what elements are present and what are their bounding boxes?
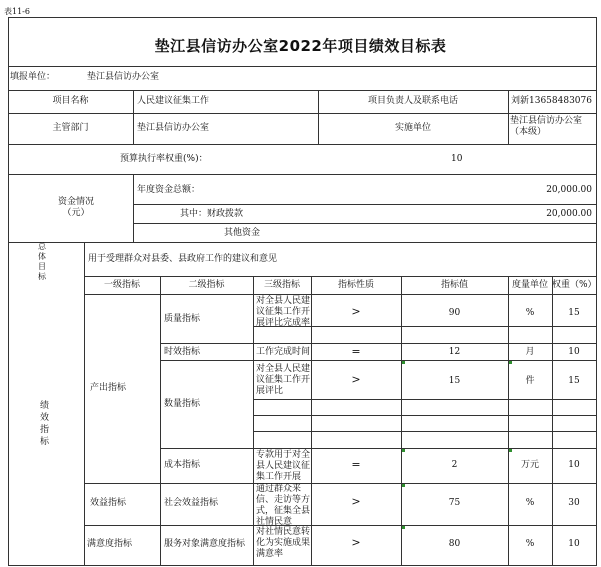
header-nature: 指标性质 xyxy=(337,280,374,290)
nature-cell: > xyxy=(351,305,361,318)
responsible-value: 刘新13658483076 xyxy=(511,96,592,106)
fill-unit-value: 垫江县信访办公室 xyxy=(87,72,160,82)
cell-comment-marker xyxy=(509,449,512,452)
value-cell: 80 xyxy=(448,539,461,549)
level3-text: 专款用于对全县人民建议征集工作开展 xyxy=(256,450,311,482)
table-ref: 表11-6 xyxy=(4,7,30,16)
level2-timeliness: 时效指标 xyxy=(164,347,201,357)
value-cell: 12 xyxy=(448,347,461,357)
value-cell: 90 xyxy=(448,308,461,318)
fill-unit-label: 填报单位： xyxy=(10,72,56,82)
funds-label: 资金情况（元） xyxy=(57,197,94,218)
weight-cell: 15 xyxy=(568,376,580,386)
unit-cell: % xyxy=(525,539,535,549)
funds-fiscal-value: 20,000.00 xyxy=(546,209,592,219)
weight-cell: 10 xyxy=(568,539,580,549)
level2-service: 服务对象满意度指标 xyxy=(164,539,246,549)
nature-cell: > xyxy=(351,495,361,508)
weight-cell: 10 xyxy=(568,460,580,470)
dept-value: 垫江县信访办公室 xyxy=(137,123,210,133)
nature-cell: > xyxy=(351,536,361,549)
header-unit: 度量单位 xyxy=(511,280,548,290)
project-name-label: 项目名称 xyxy=(52,96,89,106)
unit-cell: % xyxy=(525,498,535,508)
funds-other-label: 其他资金 xyxy=(224,228,261,238)
level2-social: 社会效益指标 xyxy=(164,498,219,508)
overall-label: 总体目标 xyxy=(38,242,46,281)
header-level3: 三级指标 xyxy=(263,280,300,290)
unit-cell: 件 xyxy=(525,376,535,386)
cell-comment-marker xyxy=(402,526,405,529)
budget-weight-label: 预算执行率权重(%)： xyxy=(120,154,208,164)
budget-weight-value: 10 xyxy=(451,154,463,164)
unit-cell: 月 xyxy=(525,347,535,357)
level3-text: 工作完成时间 xyxy=(256,347,311,357)
level3-text: 对全县人民建议征集工作开展评比 xyxy=(256,364,311,396)
cell-comment-marker xyxy=(509,361,512,364)
funds-fiscal-label: 其中：财政拨款 xyxy=(180,209,244,219)
cell-comment-marker xyxy=(402,361,405,364)
perf-label: 绩效指标 xyxy=(40,401,50,447)
nature-cell: = xyxy=(351,345,361,358)
level1-benefit: 效益指标 xyxy=(90,498,127,508)
level2-cost: 成本指标 xyxy=(164,460,201,470)
level1-satisfaction: 满意度指标 xyxy=(87,539,133,549)
unit-cell: 万元 xyxy=(520,460,539,470)
header-level1: 一级指标 xyxy=(103,280,140,290)
funds-annual-label: 年度资金总额： xyxy=(137,185,201,195)
value-cell: 2 xyxy=(451,460,458,470)
nature-cell: > xyxy=(351,373,361,386)
level3-text: 通过群众来信、走访等方式，征集全县社情民意 xyxy=(256,484,311,527)
impl-label: 实施单位 xyxy=(394,123,431,133)
unit-cell: % xyxy=(525,308,535,318)
responsible-label: 项目负责人及联系电话 xyxy=(367,96,458,106)
level1-output: 产出指标 xyxy=(90,383,127,393)
level3-text: 对社情民意转化为实施成果满意率 xyxy=(256,527,311,559)
project-name-value: 人民建议征集工作 xyxy=(137,96,210,106)
dept-label: 主管部门 xyxy=(52,123,89,133)
level3-text: 对全县人民建议征集工作开展评比完成率 xyxy=(256,296,311,328)
header-value: 指标值 xyxy=(440,280,468,290)
funds-annual-value: 20,000.00 xyxy=(546,185,592,195)
level2-quantity: 数量指标 xyxy=(164,399,201,409)
level2-quality: 质量指标 xyxy=(164,314,201,324)
header-level2: 二级指标 xyxy=(188,280,225,290)
weight-cell: 10 xyxy=(568,347,580,357)
header-weight: 权重（%） xyxy=(552,280,597,290)
cell-comment-marker xyxy=(402,449,405,452)
impl-value: 垫江县信访办公室（本级） xyxy=(510,116,583,137)
weight-cell: 30 xyxy=(568,498,580,508)
value-cell: 75 xyxy=(448,498,461,508)
nature-cell: = xyxy=(351,458,361,471)
value-cell: 15 xyxy=(448,376,461,386)
page-title: 垫江县信访办公室2022年项目绩效目标表 xyxy=(154,37,447,55)
overall-value: 用于受理群众对县委、县政府工作的建议和意见 xyxy=(88,254,278,264)
weight-cell: 15 xyxy=(568,308,580,318)
cell-comment-marker xyxy=(402,484,405,487)
